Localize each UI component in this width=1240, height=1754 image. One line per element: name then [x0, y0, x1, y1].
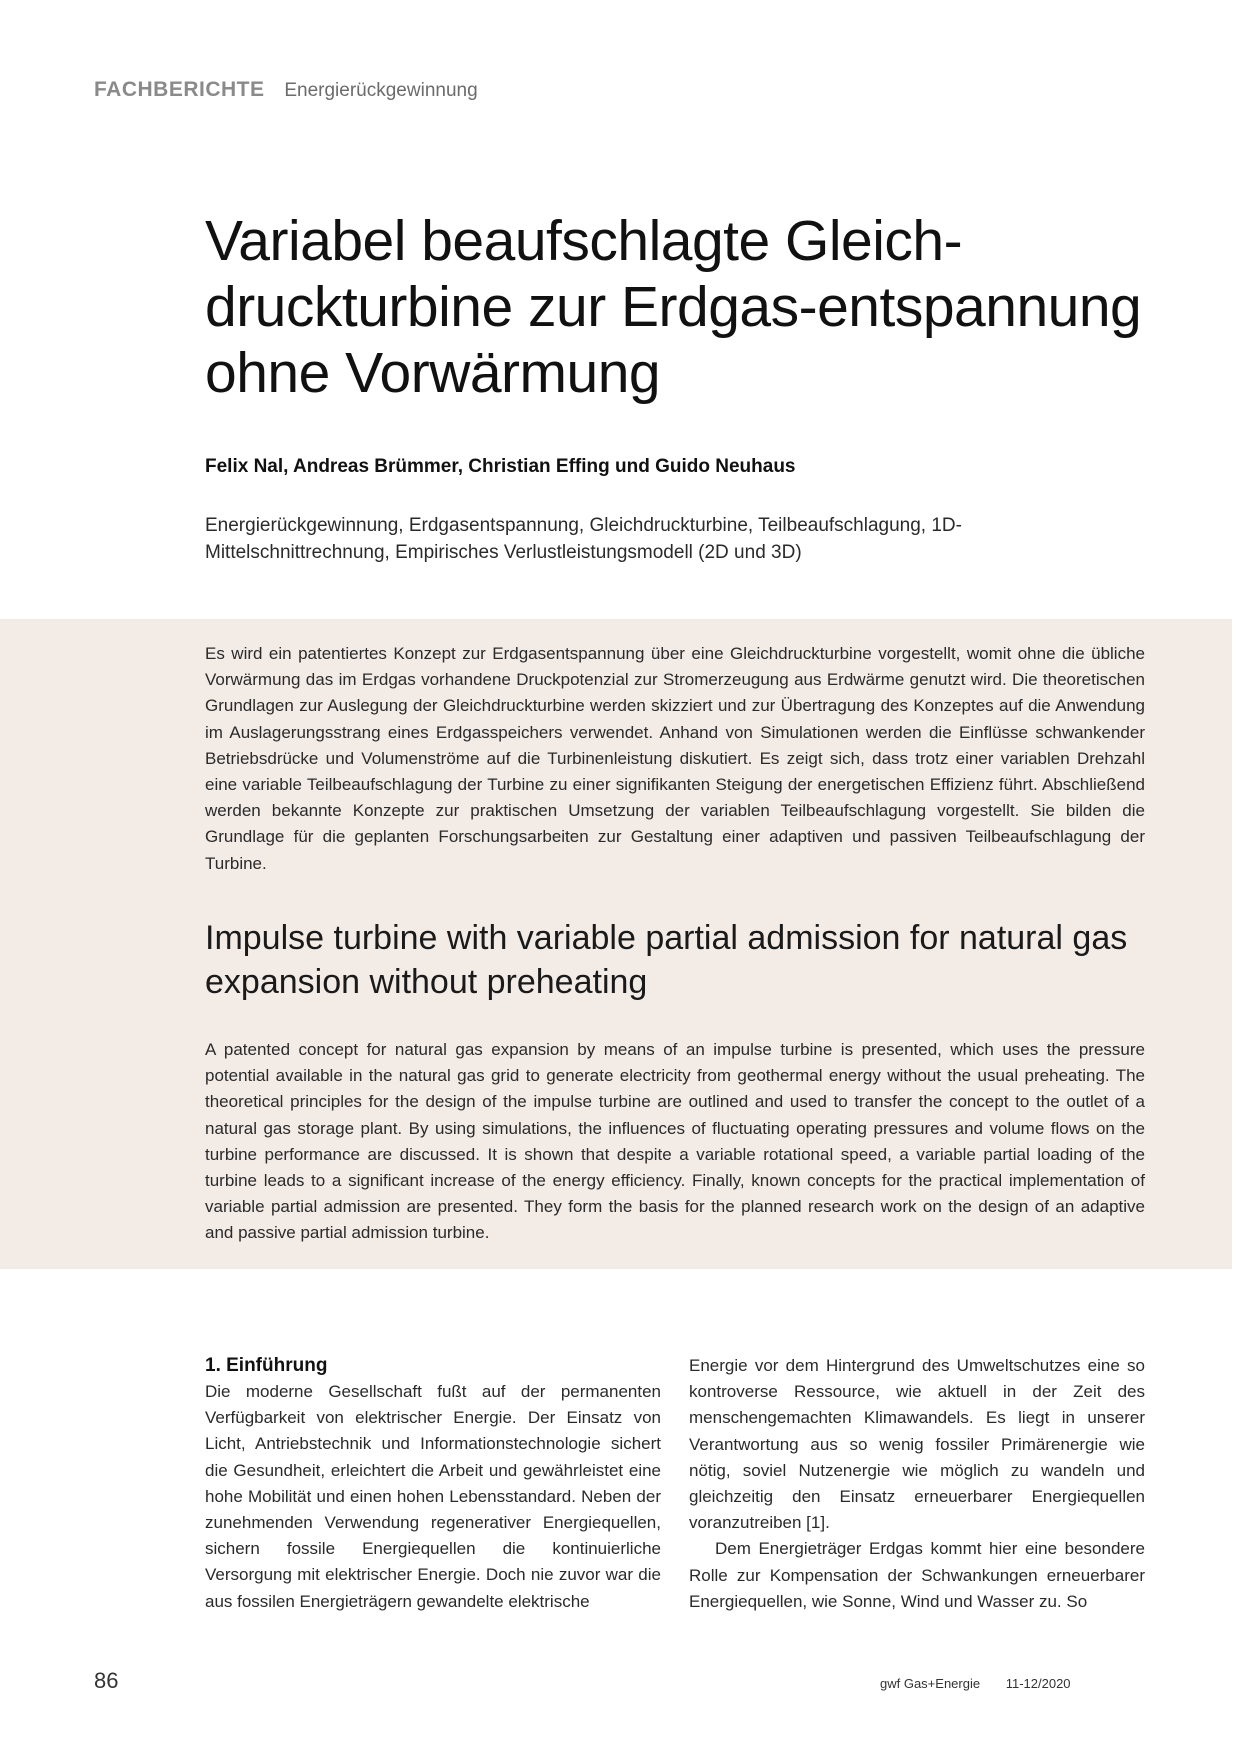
body-column-right [689, 1353, 1145, 1615]
body-paragraph: Dem Energieträger Erdgas kommt hier eine besondere Rolle zur Kompensation der Schwankungen erneuerbarer Energiequellen, wie Sonne, Wind und Wasser zu. So [689, 1539, 1145, 1611]
publication-footer [880, 1676, 1071, 1691]
body-paragraph: Die moderne Gesellschaft fußt auf der permanenten Verfügbarkeit von elektrischer Energie. Der Einsatz von Licht, Antriebstechnik und Informationstechnologie sichert die Gesundheit, erleichtert die Arbeit und gewährleistet eine hohe Mobilität und einen hohen Lebensstandard. Neben der zunehmenden Verwendung regenerativer Energiequellen, sichern fossile Energiequellen die kontinuierliche Versorgung mit elektrischer Energie. Doch nie zuvor war die aus fossilen Energieträgern gewandelte elektrische [205, 1382, 661, 1611]
article-keywords: Energierückgewinnung, Erdgasentspannung, Gleichdruckturbine, Teilbeaufschlagung, 1D-Mittelschnittrechnung, Empirisches Verlustleistungsmodell (2D und 3D) [205, 515, 962, 563]
article-title: Variabel beaufschlagte Gleich-druckturbine zur Erdgas-entspannung ohne Vorwärmung [205, 209, 1142, 405]
abstract-english: A patented concept for natural gas expansion by means of an impulse turbine is presented, which uses the pressure potential available in the natural gas grid to generate electricity from geothermal energy without the usual preheating. The theoretical principles for the design of the impulse turbine are outlined and used to transfer the concept to the outlet of a natural gas storage plant. By using simulations, the influences of fluctuating operating pressures and volume flows on the turbine performance are discussed. It is shown that despite a variable rotational speed, a variable partial loading of the turbine leads to a significant increase of the energy efficiency. Finally, known concepts for the practical implementation of variable partial admission are presented. They form the basis for the planned research work on the design of an adaptive and passive partial admission turbine. [205, 1040, 1145, 1243]
section-label: FACHBERICHTE [94, 78, 265, 101]
abstract-german: Es wird ein patentiertes Konzept zur Erdgasentspannung über eine Gleichdruckturbine vorgestellt, womit ohne die übliche Vorwärmung das im Erdgas vorhandene Druckpotenzial zur Stromerzeugung aus Erdwärme genutzt wird. Die theoretischen Grundlagen zur Auslegung der Gleichdruckturbine werden skizziert und zur Übertragung des Konzeptes auf die Anwendung im Auslagerungsstrang eines Erdgasspeichers verwendet. Anhand von Simulationen werden die Einflüsse schwankender Betriebsdrücke und Volumenströme auf die Turbinenleistung diskutiert. Es zeigt sich, dass trotz einer variablen Drehzahl eine variable Teilbeaufschlagung der Turbine zu einer signifikanten Steigung der energetischen Effizienz führt. Abschließend werden bekannte Konzepte zur praktischen Umsetzung der variablen Teilbeaufschlagung vorgestellt. Sie bilden die Grundlage für die geplanten Forschungsarbeiten zur Gestaltung einer adaptiven und passiven Teilbeaufschlagung der Turbine. [205, 644, 1145, 873]
section-heading: 1. Einführung [205, 1355, 328, 1376]
running-header [94, 78, 478, 102]
issue-number: 11-12/2020 [1005, 1676, 1071, 1691]
english-title: Impulse turbine with variable partial admission for natural gas expansion without preheating [205, 919, 1128, 1001]
body-column-left [205, 1353, 661, 1615]
body-paragraph: Energie vor dem Hintergrund des Umweltschutzes eine so kontroverse Ressource, wie aktuell in der Zeit des menschengemachten Klimawandels. Es liegt in unserer Verantwortung aus so wenig fossiler Primärenergie wie nötig, soviel Nutzenergie wie möglich zu wandeln und gleichzeitig den Einsatz erneuerbarer Energiequellen voranzutreiben [1]. [689, 1356, 1145, 1533]
topic-label: Energierückgewinnung [284, 80, 478, 101]
publication-name: gwf Gas+Energie [880, 1676, 981, 1691]
article-authors: Felix Nal, Andreas Brümmer, Christian Effing und Guido Neuhaus [205, 456, 796, 477]
page-number: 86 [94, 1668, 119, 1693]
